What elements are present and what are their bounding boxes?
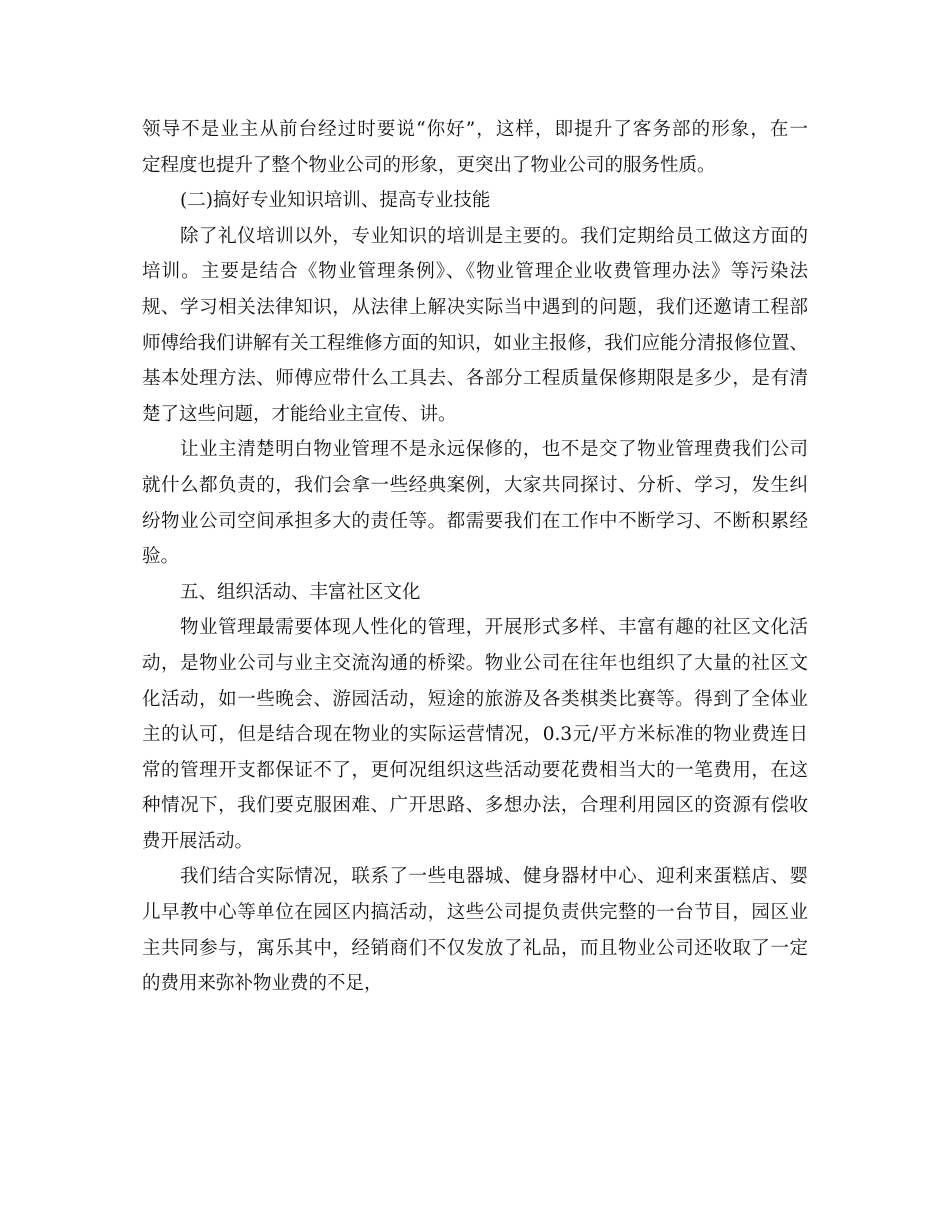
text-line: 五、组织活动、丰富社区文化: [180, 581, 421, 603]
text-line: 除了礼仪培训以外，专业知识的培训是主要的。我们定期给员工做这方面的: [180, 225, 808, 247]
text-line: 儿早教中心等单位在园区内搞活动，这些公司提负责供完整的一台节目，园区业: [142, 902, 808, 924]
text-line: 化活动，如一些晚会、游园活动，短途的旅游及各类棋类比赛等。得到了全体业: [142, 688, 808, 710]
text-line: 让业主清楚明白物业管理不是永远保修的，也不是交了物业管理费我们公司: [180, 439, 808, 461]
text-line: 常的管理开支都保证不了，更何况组织这些活动要花费相当大的一笔费用，在这: [142, 759, 808, 781]
text-line: 师傅给我们讲解有关工程维修方面的知识，如业主报修，我们应能分清报修位置、: [142, 332, 809, 354]
text-line: 定程度也提升了整个物业公司的形象，更突出了物业公司的服务性质。: [142, 154, 716, 176]
text-line: 主共同参与，寓乐其中，经销商们不仅发放了礼品，而且物业公司还收取了一定: [142, 937, 808, 959]
text-line: 基本处理方法、师傅应带什么工具去、各部分工程质量保修期限是多少，是有清: [142, 368, 808, 390]
text-line: 的费用来弥补物业费的不足，: [142, 973, 383, 995]
text-line: 费开展活动。: [142, 830, 254, 852]
document-body: [142, 112, 808, 1002]
text-line: 动，是物业公司与业主交流沟通的桥梁。物业公司在往年也组织了大量的社区文: [142, 652, 808, 674]
text-line: 领导不是业主从前台经过时要说“你好”，这样，即提升了客务部的形象，在一: [142, 119, 808, 140]
text-line: 我们结合实际情况，联系了一些电器城、健身器材中心、迎利来蛋糕店、婴: [180, 866, 808, 888]
text-line: 主的认可，但是结合现在物业的实际运营情况，0.3元/平方米标准的物业费连日: [142, 724, 808, 746]
text-line: 培训。主要是结合《物业管理条例》、《物业管理企业收费管理办法》等污染法: [142, 261, 808, 283]
text-line: 就什么都负责的，我们会拿一些经典案例，大家共同探讨、分析、学习，发生纠: [142, 474, 808, 496]
text-line: (二)搞好专业知识培训、提高专业技能: [180, 190, 491, 212]
text-line: 楚了这些问题，才能给业主宣传、讲。: [142, 403, 457, 425]
text-line: 验。: [142, 546, 180, 568]
text-line: 纷物业公司空间承担多大的责任等。都需要我们在工作中不断学习、不断积累经: [142, 510, 808, 532]
text-line: 种情况下，我们要克服困难、广开思路、多想办法，合理利用园区的资源有偿收: [142, 795, 808, 817]
text-line: 规、学习相关法律知识，从法律上解决实际当中遇到的问题，我们还邀请工程部: [142, 296, 808, 318]
text-line: 物业管理最需要体现人性化的管理，开展形式多样、丰富有趣的社区文化活: [180, 617, 808, 639]
